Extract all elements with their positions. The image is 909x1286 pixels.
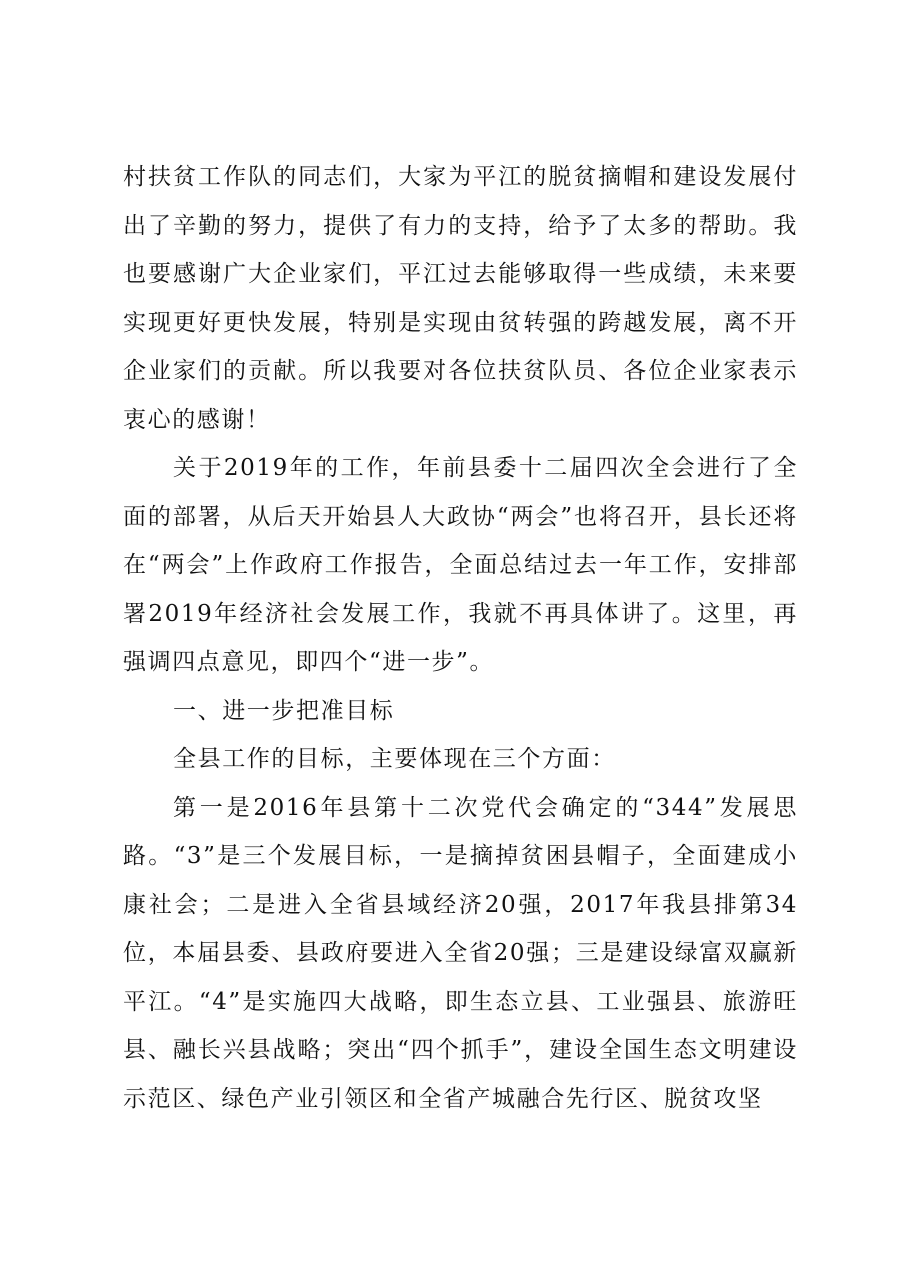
document-body	[123, 153, 798, 1123]
paragraph-three-aspects: 全县工作的目标，主要体现在三个方面：	[173, 746, 616, 772]
section-heading-targets: 一、进一步把准目标	[173, 697, 395, 724]
paragraph-first-aspect: 第一是2016年县第十二次党代会确定的“344”发展思路。“3”是三个发展目标，一是摘掉贫困县帽子，全面建成小康社会；二是进入全省县域经济20强，2017年我县排第34位，本届县委、县政府要进入全省20强；三是建设绿富双赢新平江。“4”是实施四大战略，即生态立县、工业强县、旅游旺县、融长兴县战略；突出“四个抓手”，建设全国生态文明建设示范区、绿色产业引领区和全省产城融合先行区、脱贫攻坚	[123, 794, 798, 1112]
paragraph-2019-work: 关于2019年的工作，年前县委十二届四次全会进行了全面的部署，从后天开始县人大政协“两会”也将召开，县长还将在“两会”上作政府工作报告，全面总结过去一年工作，安排部署2019年经济社会发展工作，我就不再具体讲了。这里，再强调四点意见，即四个“进一步”。	[123, 455, 798, 675]
paragraph-continued: 村扶贫工作队的同志们，大家为平江的脱贫摘帽和建设发展付出了辛勤的努力，提供了有力的支持，给予了太多的帮助。我也要感谢广大企业家们，平江过去能够取得一些成绩，未来要实现更好更快发展，特别是实现由贫转强的跨越发展，离不开企业家们的贡献。所以我要对各位扶贫队员、各位企业家表示衷心的感谢！	[123, 164, 798, 433]
